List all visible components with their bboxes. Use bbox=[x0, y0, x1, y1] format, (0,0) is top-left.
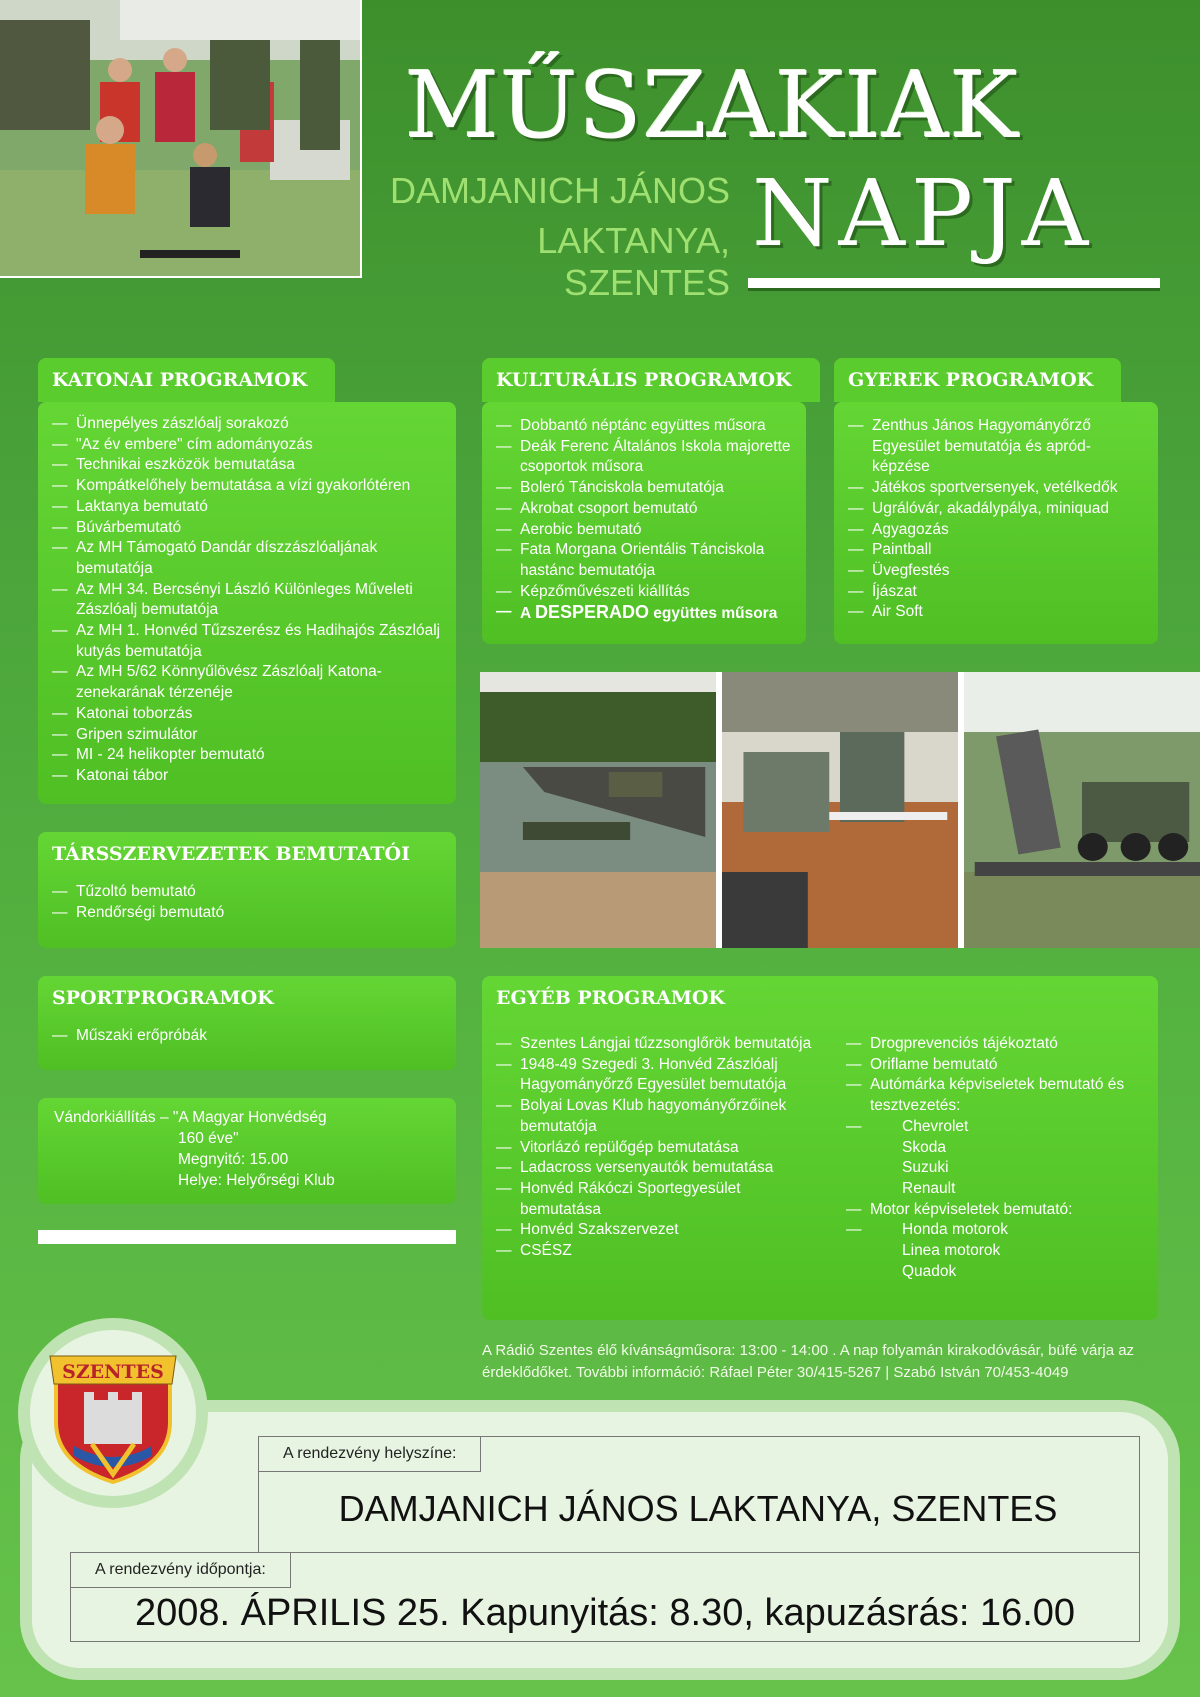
list-item: — Gripen szimulátor bbox=[52, 725, 442, 746]
title-muszakiak: MŰSZAKIAK bbox=[405, 52, 1020, 159]
list-item: — Az MH 1. Honvéd Tűzszerész és Hadihajós Zászlóalj kutyás bemutatója bbox=[52, 621, 442, 662]
list-item: — Műszaki erőpróbák bbox=[52, 1026, 442, 1047]
event-date: 2008. ÁPRILIS 25. Kapunyitás: 8.30, kapuzásrás: 16.00 bbox=[134, 1592, 1076, 1634]
white-bar bbox=[38, 1230, 456, 1244]
list-item: — Motor képviseletek bemutató: bbox=[846, 1200, 1146, 1221]
list-item: — MI - 24 helikopter bemutató bbox=[52, 745, 442, 766]
vandor-line-2: 160 éve" bbox=[178, 1130, 239, 1147]
list-item: — Katonai toborzás bbox=[52, 704, 442, 725]
photo-tent-interior bbox=[722, 672, 958, 948]
photo-pontoon-bridge bbox=[480, 672, 716, 948]
list-item: — Autómárka képviseletek bemutató és tesztvezetés: bbox=[846, 1075, 1146, 1116]
list-item: — Oriflame bemutató bbox=[846, 1055, 1146, 1076]
list-item: — Ugrálóvár, akadálypálya, miniquad bbox=[848, 499, 1144, 520]
egyeb-right-list bbox=[832, 1034, 1160, 1282]
szentes-crest-icon bbox=[44, 1346, 182, 1484]
katonai-list bbox=[38, 402, 456, 787]
list-item: — Az MH Támogató Dandár díszzászlóaljának bemutatója bbox=[52, 538, 442, 579]
list-item: — Zenthus János Hagyományőrző Egyesület bemutatója és apród-képzése bbox=[848, 416, 1144, 478]
list-item: — Paintball bbox=[848, 540, 1144, 561]
sport-title: SPORTPROGRAMOK bbox=[52, 987, 274, 1009]
car-brand: Renault bbox=[902, 1179, 956, 1197]
gyerek-list bbox=[834, 402, 1158, 623]
katonai-title: KATONAI PROGRAMOK bbox=[38, 358, 335, 402]
gyerek-title: GYEREK PROGRAMOK bbox=[834, 358, 1121, 402]
highlight-post: együttes műsora bbox=[648, 605, 778, 623]
list-item: — Szentes Lángjai tűzzsonglőrök bemutatója bbox=[496, 1034, 816, 1055]
egyeb-box bbox=[482, 976, 1158, 1320]
kulturalis-list bbox=[482, 402, 806, 625]
place-label: A rendezvény helyszíne: bbox=[258, 1436, 481, 1472]
list-item: — Drogprevenciós tájékoztató bbox=[846, 1034, 1146, 1055]
list-item: — Aerobic bemutató bbox=[496, 520, 792, 541]
photo-strip bbox=[480, 672, 1200, 948]
photo-military-truck bbox=[964, 672, 1200, 948]
list-item: — Képzőművészeti kiállítás bbox=[496, 582, 792, 603]
kulturalis-title: KULTURÁLIS PROGRAMOK bbox=[482, 358, 820, 402]
car-brand: Skoda bbox=[902, 1138, 946, 1156]
list-item: — Rendőrségi bemutató bbox=[52, 903, 442, 924]
list-item: — Ladacross versenyautók bemutatása bbox=[496, 1158, 816, 1179]
list-item: — Üvegfestés bbox=[848, 561, 1144, 582]
list-item: — Honvéd Rákóczi Sportegyesület bemutatása bbox=[496, 1179, 816, 1220]
egyeb-title: EGYÉB PROGRAMOK bbox=[496, 987, 725, 1009]
date-label: A rendezvény időpontja: bbox=[70, 1552, 291, 1588]
list-item-highlight bbox=[496, 602, 792, 625]
car-brand: Suzuki bbox=[902, 1159, 949, 1177]
list-item: — Ünnepélyes zászlóalj sorakozó bbox=[52, 414, 442, 435]
car-brand-list bbox=[846, 1117, 1146, 1200]
list-item: — Akrobat csoport bemutató bbox=[496, 499, 792, 520]
motor-brand: — Honda motorok bbox=[902, 1221, 1008, 1239]
motor-brand: Linea motorok bbox=[902, 1242, 1001, 1260]
list-item: — Játékos sportversenyek, vetélkedők bbox=[848, 478, 1144, 499]
list-item: — Laktanya bemutató bbox=[52, 497, 442, 518]
kulturalis-box bbox=[482, 369, 806, 644]
list-item: — Deák Ferenc Általános Iskola majorette csoportok műsora bbox=[496, 437, 792, 478]
gyerek-box bbox=[834, 369, 1158, 644]
list-item: — Air Soft bbox=[848, 602, 1144, 623]
vandor-label: Vándorkiállítás – "A Magyar Honvédség bbox=[54, 1109, 327, 1126]
list-item: — Vitorlázó repülőgép bemutatása bbox=[496, 1138, 816, 1159]
list-item: — 1948-49 Szegedi 3. Honvéd Zászlóalj Hagyományőrző Egyesület bemutatója bbox=[496, 1055, 816, 1096]
list-item: — Íjászat bbox=[848, 582, 1144, 603]
list-item: — Fata Morgana Orientális Tánciskola hastánc bemutatója bbox=[496, 540, 792, 581]
motor-brand-list bbox=[846, 1220, 1146, 1282]
list-item: — Boleró Tánciskola bemutatója bbox=[496, 478, 792, 499]
list-item: — Agyagozás bbox=[848, 520, 1144, 541]
event-place: DAMJANICH JÁNOS LAKTANYA, SZENTES bbox=[338, 1488, 1058, 1529]
katonai-box bbox=[38, 369, 456, 804]
list-item: — Dobbantó néptánc együttes műsora bbox=[496, 416, 792, 437]
info-text: A Rádió Szentes élő kívánságműsora: 13:00 - 14:00 . A nap folyamán kirakodóvásár, büfé várja az érdeklődőket. További információ: Ráfael Péter 30/415-5267 | Szabó István 70/453-4049 bbox=[482, 1342, 1135, 1381]
subtitle-line-2: LAKTANYA, SZENTES bbox=[537, 220, 730, 303]
list-item: — CSÉSZ bbox=[496, 1241, 816, 1262]
crest-text: SZENTES bbox=[62, 1361, 164, 1383]
list-item: — Bolyai Lovas Klub hagyományőrzőinek bemutatója bbox=[496, 1096, 816, 1137]
vandor-box bbox=[38, 1098, 456, 1204]
vandor-line-4: Helye: Helyőrségi Klub bbox=[178, 1172, 335, 1189]
tarsszervezetek-title: TÁRSSZERVEZETEK BEMUTATÓI bbox=[52, 843, 410, 865]
egyeb-left-list bbox=[482, 1034, 830, 1262]
list-item: — Tűzoltó bemutató bbox=[52, 882, 442, 903]
tarsszervezetek-list bbox=[38, 882, 456, 923]
list-item: — Technikai eszközök bemutatása bbox=[52, 455, 442, 476]
list-item: — Az MH 34. Bercsényi László Különleges Műveleti Zászlóalj bemutatója bbox=[52, 580, 442, 621]
list-item: — Honvéd Szakszervezet bbox=[496, 1220, 816, 1241]
subtitle-line-1: DAMJANICH JÁNOS bbox=[389, 170, 730, 211]
sport-list bbox=[38, 1026, 456, 1047]
car-brand: — Chevrolet bbox=[902, 1117, 969, 1135]
sport-box bbox=[38, 976, 456, 1070]
tarsszervezetek-box bbox=[38, 832, 456, 948]
highlight-desperado: DESPERADO bbox=[534, 602, 649, 623]
list-item: — Kompátkelőhely bemutatása a vízi gyakorlótéren bbox=[52, 476, 442, 497]
vandor-line-3: Megnyitó: 15.00 bbox=[178, 1151, 289, 1168]
title-underline bbox=[748, 278, 1160, 288]
list-item: — "Az év embere" cím adományozás bbox=[52, 435, 442, 456]
highlight-pre: A bbox=[520, 605, 535, 623]
list-item: — Katonai tábor bbox=[52, 766, 442, 787]
hero-photo bbox=[0, 0, 362, 278]
list-item: — Az MH 5/62 Könnyűlövész Zászlóalj Katona-zenekarának térzenéje bbox=[52, 662, 442, 703]
motor-brand: Quadok bbox=[902, 1262, 957, 1280]
title-napja: NAPJA bbox=[752, 160, 1095, 267]
list-item: — Búvárbemutató bbox=[52, 518, 442, 539]
